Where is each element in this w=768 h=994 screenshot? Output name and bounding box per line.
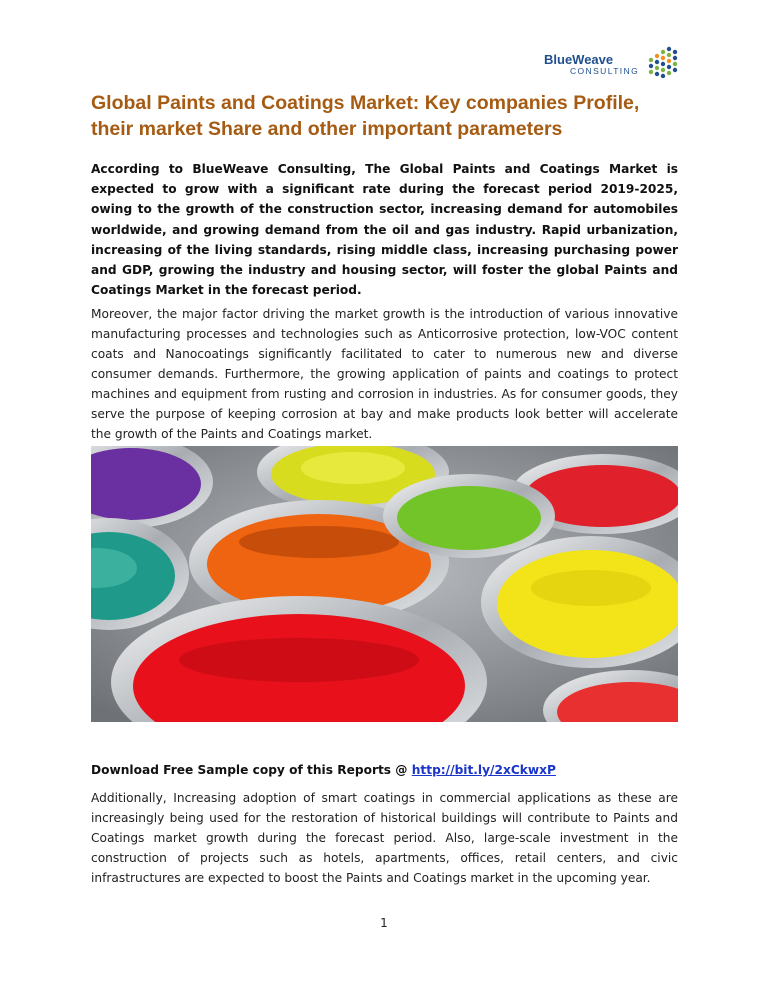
paint-cans-illustration [91, 446, 678, 722]
logo-sub: CONSULTING [570, 66, 640, 76]
paint-can-green [383, 474, 555, 558]
page-number: 1 [380, 916, 388, 930]
body-paragraph-2: Moreover, the major factor driving the market growth is the introduction of various innovative manufacturing processes and technologies such as Anticorrosive protection, low-VOC content coats and Nanocoatings significantly facilitated to cater to numerous new and diverse consumer demands. Furthermore, the growing application of paints and coatings to protect machines and equipment from rusting and corrosion in industries. As for consumer goods, they serve the purpose of keeping corrosion at bay and make products look better will accelerate the growth of the Paints and Coatings market. [91, 307, 678, 441]
download-label: Download Free Sample copy of this Reports @ [91, 763, 412, 777]
logo-bars-icon [648, 46, 678, 78]
intro-paragraph: According to BlueWeave Consulting, The Global Paints and Coatings Market is expected to grow with a significant rate during the forecast period 2019-2025, owing to the growth of the construction sector, increasing demand for automobiles worldwide, and growing demand from the oil and gas industry. Rapid urbanization, increasing of the living standards, rising middle class, increasing purchasing power and GDP, growing the industry and housing sector, will foster the global Paints and Coatings Market in the forecast period. [91, 162, 678, 298]
download-link[interactable]: http://bit.ly/2xCkwxP [411, 763, 556, 777]
download-line [91, 760, 678, 780]
paint-cans-image [91, 446, 678, 722]
logo-name: BlueWeave [544, 52, 614, 67]
body-paragraph-3: Additionally, Increasing adoption of smart coatings in commercial applications as these are increasingly being used for the restoration of historical buildings will contribute to Paints and Coatings market growth during the forecast period. Also, large-scale investment in the construction of projects such as hotels, apartments, offices, retail centers, and civic infrastructures are expected to boost the Paints and Coatings market in the upcoming year. [91, 791, 678, 885]
blueweave-logo [544, 46, 676, 80]
page-title: Global Paints and Coatings Market: Key companies Profile, their market Share and other important parameters [91, 92, 640, 140]
